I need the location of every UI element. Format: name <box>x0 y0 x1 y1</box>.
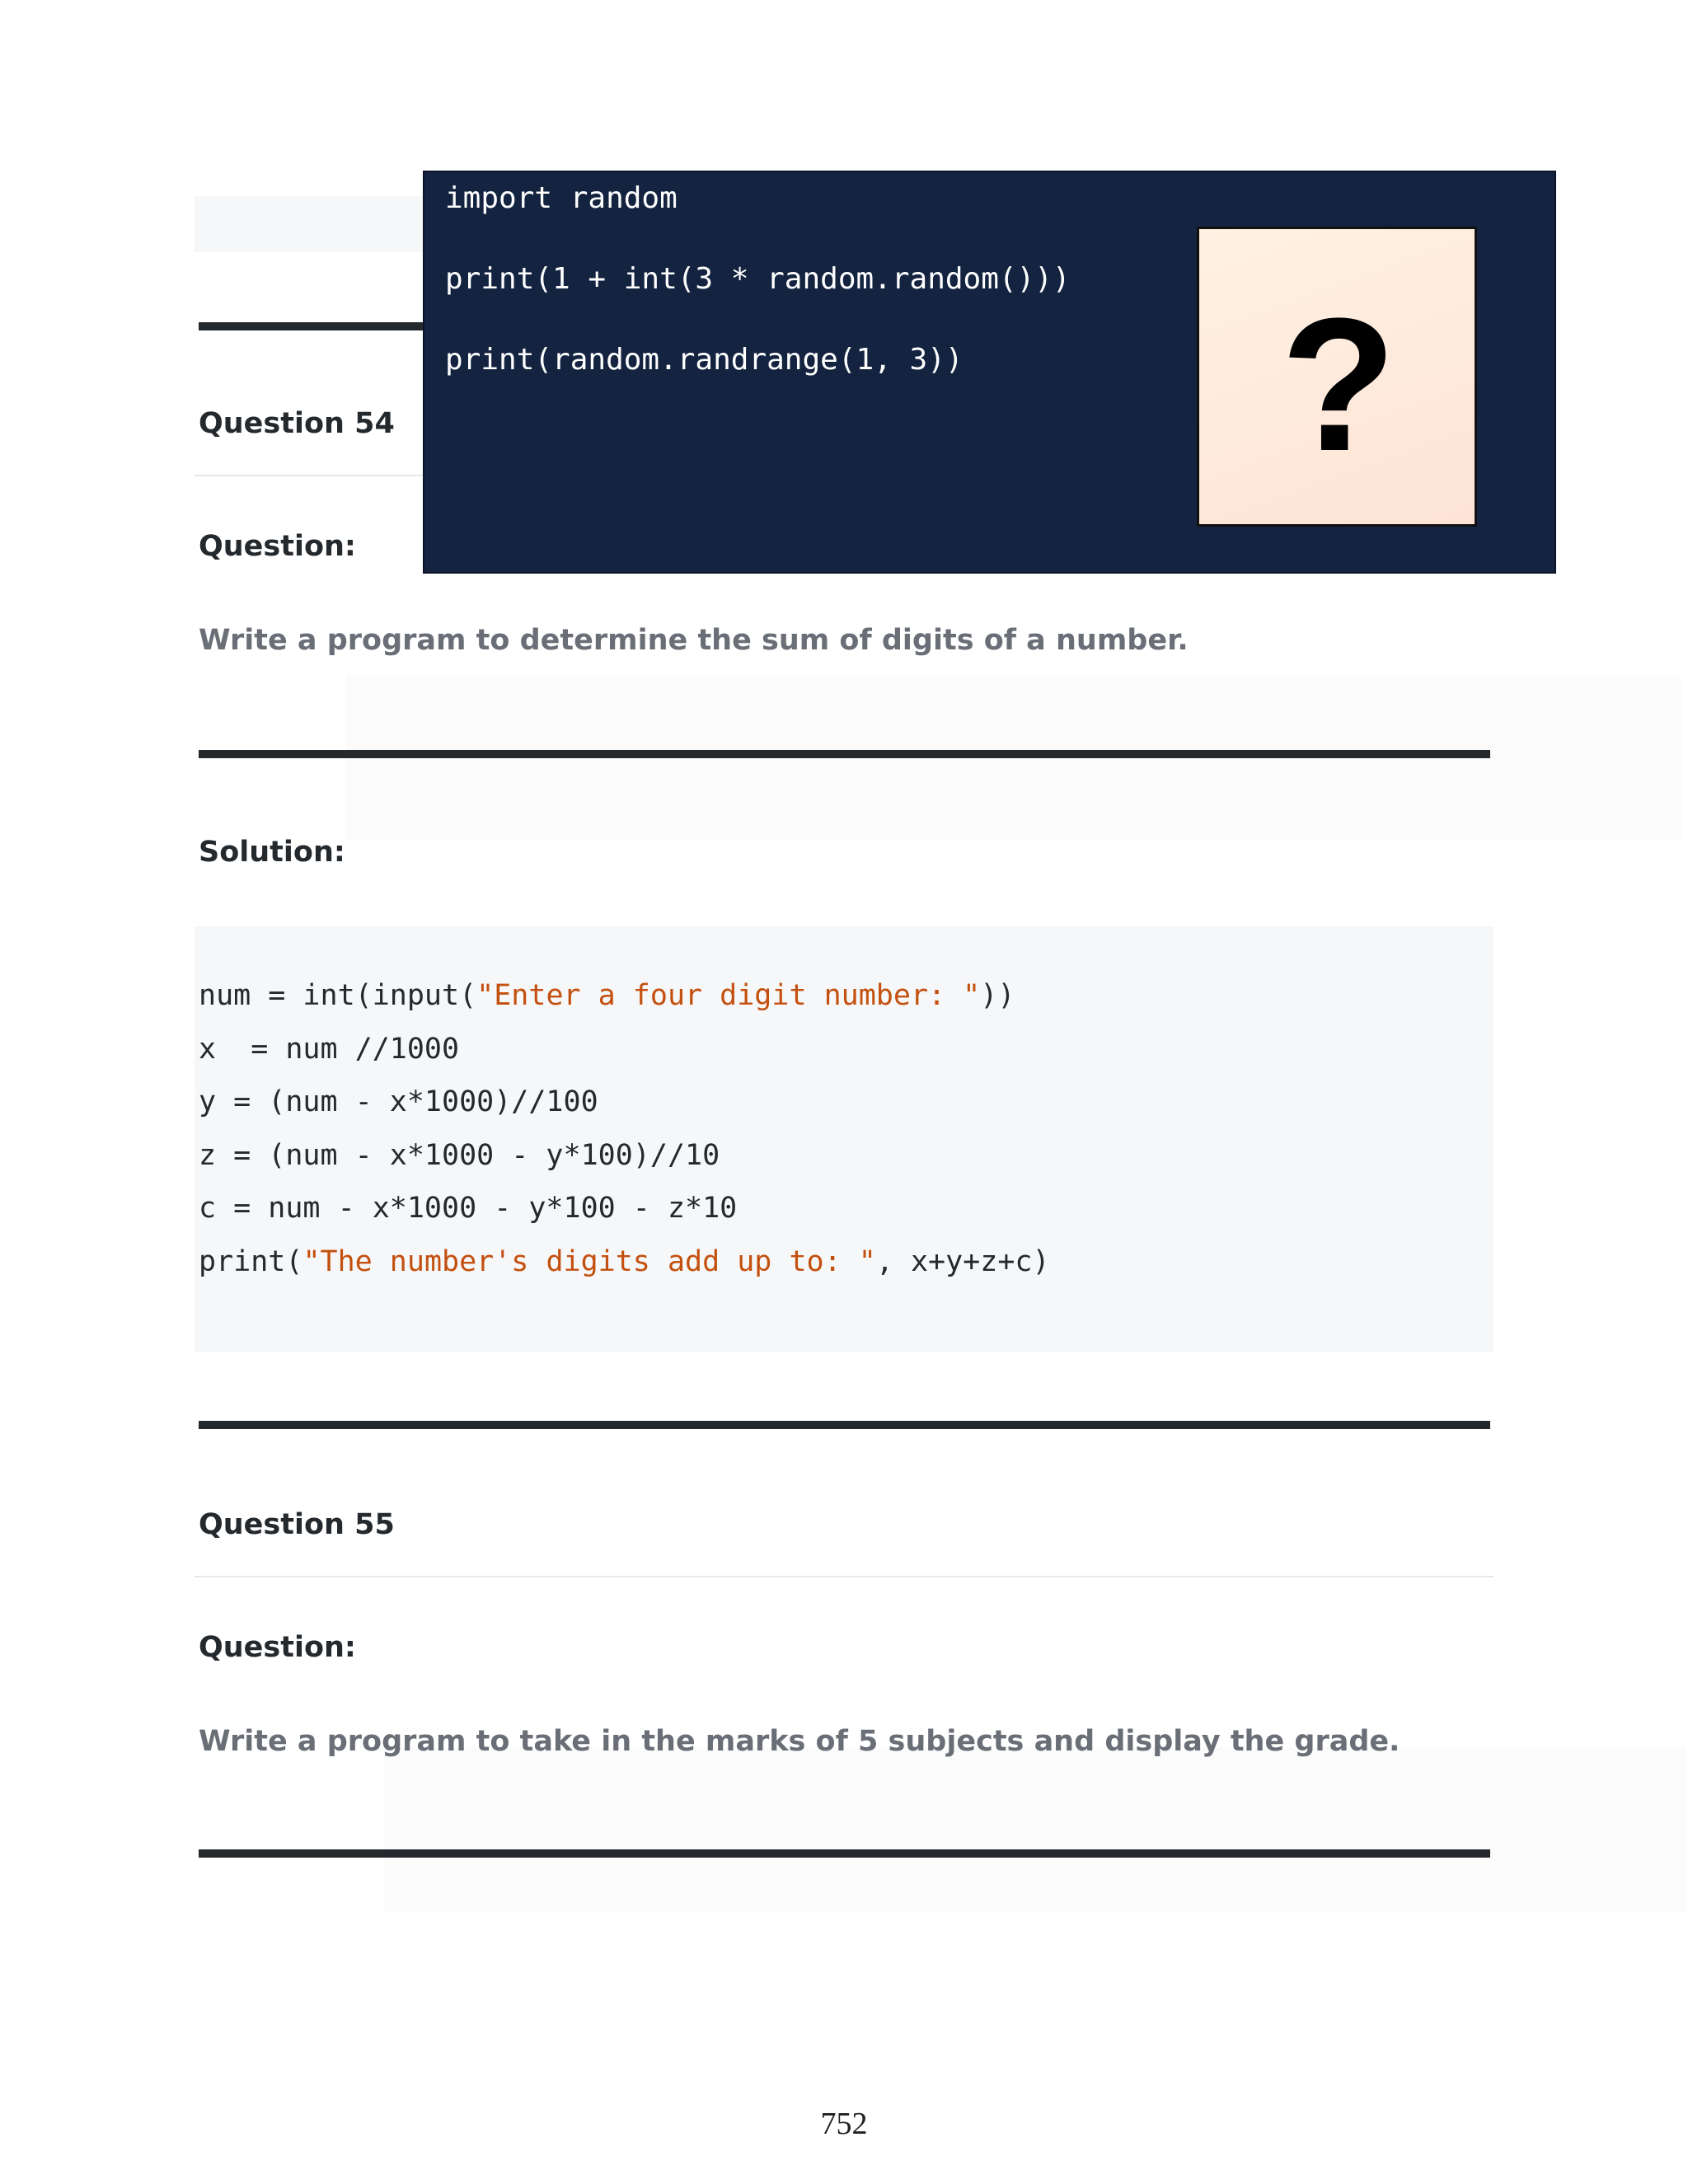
question-text: Write a program to take in the marks of 5 subjects and display the grade. <box>199 1725 1400 1758</box>
code-line: y = (num - x*1000)//100 <box>199 1085 598 1118</box>
overlay-code-line: print(random.randrange(1, 3)) <box>445 343 964 377</box>
question-mark-card <box>1197 227 1477 527</box>
question-54-heading: Question 54 <box>199 407 395 440</box>
faint-background-box <box>346 676 1681 841</box>
section-divider <box>199 1421 1490 1429</box>
question-label: Question: <box>199 530 356 563</box>
code-line: z = (num - x*1000 - y*100)//10 <box>199 1139 720 1172</box>
question-mark-icon: ? <box>1280 279 1397 490</box>
faint-background-box <box>195 196 425 252</box>
code-line: x = num //1000 <box>199 1033 460 1066</box>
question-55-heading: Question 55 <box>199 1508 395 1541</box>
page-number: 752 <box>820 2107 868 2141</box>
overlay-code-line: print(1 + int(3 * random.random())) <box>445 262 1071 296</box>
section-divider <box>199 1849 1490 1858</box>
question-label: Question: <box>199 1631 356 1664</box>
heading-underline <box>195 475 442 476</box>
heading-underline <box>195 1576 1493 1577</box>
solution-label: Solution: <box>199 836 345 869</box>
faint-background-box <box>384 1747 1686 1912</box>
code-line: num = int(input("Enter a four digit number: ")) <box>199 979 1015 1012</box>
question-text: Write a program to determine the sum of digits of a number. <box>199 624 1189 657</box>
code-line: c = num - x*1000 - y*100 - z*10 <box>199 1192 738 1225</box>
section-divider <box>199 750 1490 758</box>
overlay-code-line: import random <box>445 181 678 215</box>
section-divider <box>199 322 429 330</box>
code-line: print("The number's digits add up to: ", x+y+z+c) <box>199 1245 1050 1278</box>
